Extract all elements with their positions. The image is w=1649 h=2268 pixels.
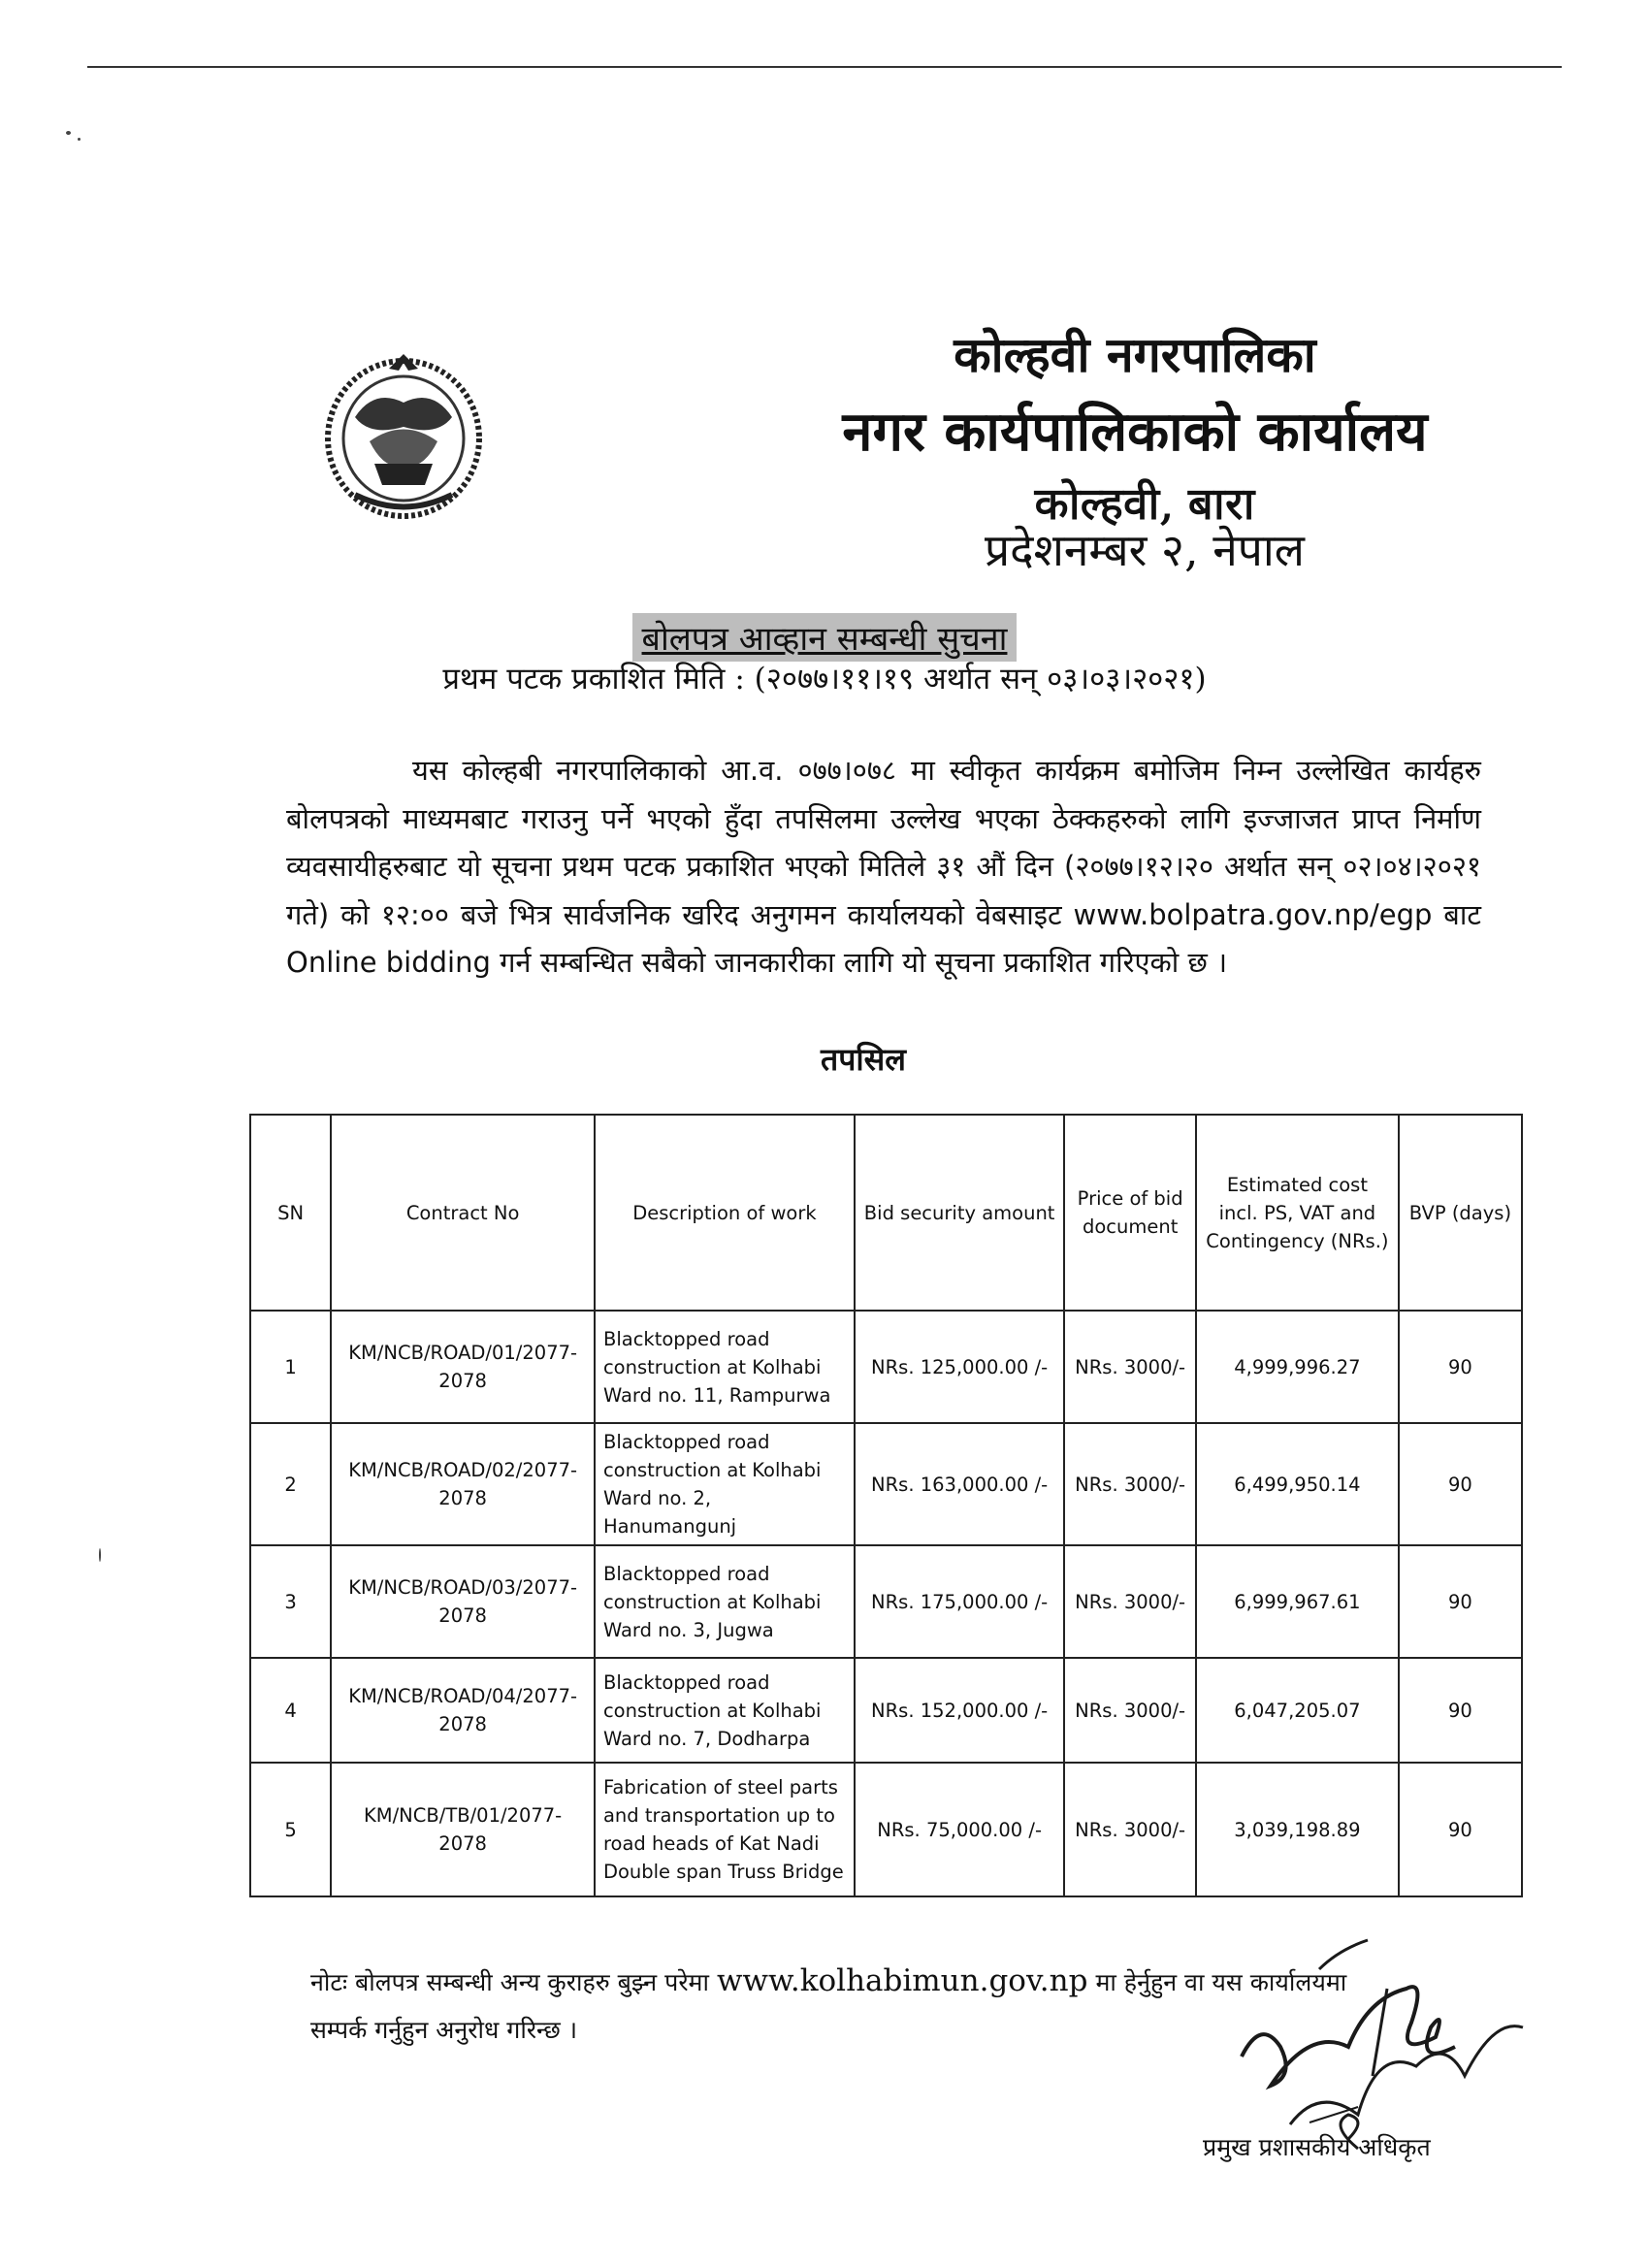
cell-sn: 3 xyxy=(250,1545,331,1658)
cell-bvp: 90 xyxy=(1399,1545,1522,1658)
cell-bvp: 90 xyxy=(1399,1763,1522,1896)
table-header-row xyxy=(250,1115,1522,1311)
header-bvp: BVP (days) xyxy=(1399,1115,1522,1311)
cell-bid-security: NRs. 75,000.00 /- xyxy=(855,1763,1064,1896)
note-url-link[interactable]: www.kolhabimun.gov.np xyxy=(716,1963,1088,1998)
cell-bvp: 90 xyxy=(1399,1658,1522,1763)
cell-bid-security: NRs. 152,000.00 /- xyxy=(855,1658,1064,1763)
scan-speck xyxy=(78,138,81,141)
cell-contract: KM/NCB/TB/01/2077-2078 xyxy=(331,1763,595,1896)
cell-sn: 2 xyxy=(250,1423,331,1545)
cell-contract: KM/NCB/ROAD/02/2077-2078 xyxy=(331,1423,595,1545)
cell-price: NRs. 3000/- xyxy=(1064,1423,1196,1545)
municipality-name: कोल्हवी नगरपालिका xyxy=(954,326,1316,383)
cell-bvp: 90 xyxy=(1399,1311,1522,1423)
top-rule xyxy=(87,66,1562,68)
cell-price: NRs. 3000/- xyxy=(1064,1658,1196,1763)
published-date: प्रथम पटक प्रकाशित मिति : (२०७७।११।१९ अर्थात सन् ०३।०३।२०२१) xyxy=(442,662,1207,697)
header-description: Description of work xyxy=(595,1115,855,1311)
office-location: कोल्हवी, बारा xyxy=(1034,477,1255,530)
office-name: नगर कार्यपालिकाको कार्यालय xyxy=(842,400,1428,464)
province-line: प्रदेशनम्बर २, नेपाल xyxy=(985,524,1305,576)
cell-price: NRs. 3000/- xyxy=(1064,1545,1196,1658)
header-contract: Contract No xyxy=(331,1115,595,1311)
note-prefix: नोटः बोलपत्र सम्बन्धी अन्य कुराहरु बुझ्न परेमा xyxy=(310,1968,709,1996)
cell-sn: 1 xyxy=(250,1311,331,1423)
cell-price: NRs. 3000/- xyxy=(1064,1763,1196,1896)
table-row xyxy=(250,1545,1522,1658)
cell-sn: 5 xyxy=(250,1763,331,1896)
cell-bid-security: NRs. 125,000.00 /- xyxy=(855,1311,1064,1423)
cell-description: Blacktopped road construction at Kolhabi Ward no. 3, Jugwa xyxy=(595,1545,855,1658)
cell-estimated-cost: 6,999,967.61 xyxy=(1196,1545,1399,1658)
signatory-title: प्रमुख प्रशासकीय अधिकृत xyxy=(1203,2133,1431,2161)
notice-body: यस कोल्हबी नगरपालिकाको आ.व. ०७७।०७८ मा स्वीकृत कार्यक्रम बमोजिम निम्न उल्लेखित कार्यहरु बोलपत्रको माध्यमबाट गराउनु पर्ने भएको हुँदा तपसिलमा उल्लेख भएका ठेक्कहरुको लागि इज्जाजत प्राप्त निर्माण व्यवसायीहरुबाट यो सूचना प्रथम पटक प्रकाशित भएको मितिले ३१ औं दिन (२०७७।१२।२० अर्थात सन् ०२।०४।२०२१ गते) को १२:०० बजे भित्र सार्वजनिक खरिद अनुगमन कार्यालयको वेबसाइट www.bolpatra.gov.np/egp बाट Online bidding गर्न सम्बन्धित सबैको जानकारीका लागि यो सूचना प्रकाशित गरिएको छ । xyxy=(286,754,1481,979)
cell-estimated-cost: 3,039,198.89 xyxy=(1196,1763,1399,1896)
notice-subject: बोलपत्र आव्हान सम्बन्धी सुचना xyxy=(632,613,1018,662)
cell-contract: KM/NCB/ROAD/04/2077-2078 xyxy=(331,1658,595,1763)
table-row xyxy=(250,1311,1522,1423)
cell-bid-security: NRs. 175,000.00 /- xyxy=(855,1545,1064,1658)
cell-description: Blacktopped road construction at Kolhabi Ward no. 2, Hanumangunj xyxy=(595,1423,855,1545)
table-row xyxy=(250,1763,1522,1896)
notice-subject-wrap xyxy=(0,613,1649,662)
cell-description: Blacktopped road construction at Kolhabi Ward no. 7, Dodharpa xyxy=(595,1658,855,1763)
header-price: Price of bid document xyxy=(1064,1115,1196,1311)
contracts-table xyxy=(249,1114,1523,1897)
cell-estimated-cost: 4,999,996.27 xyxy=(1196,1311,1399,1423)
cell-description: Fabrication of steel parts and transportation up to road heads of Kat Nadi Double span Truss Bridge xyxy=(595,1763,855,1896)
scan-speck xyxy=(99,1548,101,1562)
table-row xyxy=(250,1658,1522,1763)
cell-bid-security: NRs. 163,000.00 /- xyxy=(855,1423,1064,1545)
cell-price: NRs. 3000/- xyxy=(1064,1311,1196,1423)
header-estimated-cost: Estimated cost incl. PS, VAT and Contingency (NRs.) xyxy=(1196,1115,1399,1311)
cell-bvp: 90 xyxy=(1399,1423,1522,1545)
scan-speck xyxy=(66,131,71,135)
cell-contract: KM/NCB/ROAD/01/2077-2078 xyxy=(331,1311,595,1423)
cell-sn: 4 xyxy=(250,1658,331,1763)
cell-estimated-cost: 6,047,205.07 xyxy=(1196,1658,1399,1763)
header-sn: SN xyxy=(250,1115,331,1311)
cell-contract: KM/NCB/ROAD/03/2077-2078 xyxy=(331,1545,595,1658)
table-row xyxy=(250,1423,1522,1545)
note-suffix: मा हेर्नुहुन वा यस कार्यालयमा सम्पर्क गर्नुहुन अनुरोध गरिन्छ । xyxy=(310,1968,1347,2044)
cell-description: Blacktopped road construction at Kolhabi Ward no. 11, Rampurwa xyxy=(595,1311,855,1423)
schedule-title: तपसिल xyxy=(820,1041,907,1078)
cell-estimated-cost: 6,499,950.14 xyxy=(1196,1423,1399,1545)
header-bid-security: Bid security amount xyxy=(855,1115,1064,1311)
